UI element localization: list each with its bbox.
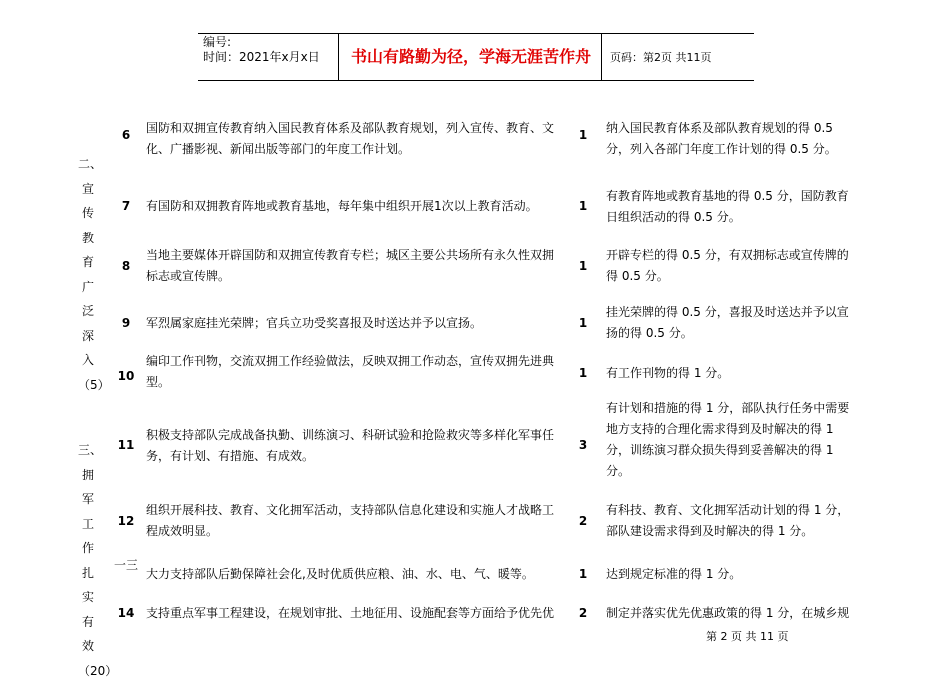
standard-line: 制定并落实优先优惠政策的得 1 分，在城乡规 <box>606 603 849 624</box>
section-char: 深 <box>78 324 98 349</box>
item-content <box>146 425 554 467</box>
section-char: 实 <box>78 585 98 610</box>
section-char: 广 <box>78 275 98 300</box>
item-number: 7 <box>114 199 138 213</box>
item-content <box>146 245 554 287</box>
standard-line: 分，训练演习群众损失得到妥善解决的得 1 <box>606 440 849 461</box>
standard-line: 得 0.5 分。 <box>606 266 849 287</box>
standard-line: 挂光荣牌的得 0.5 分，喜报及时送达并予以宣 <box>606 302 849 323</box>
content-line: 大力支持部队后勤保障社会化,及时优质供应粮、油、水、电、气、暖等。 <box>146 564 534 585</box>
standard-line: 达到规定标准的得 1 分。 <box>606 564 741 585</box>
page-footer: 第 2 页 共 11 页 <box>706 628 788 644</box>
standard-line: 分。 <box>606 461 849 482</box>
section-char: 作 <box>78 536 98 561</box>
header-divider <box>601 34 602 80</box>
header-page-indicator: 页码：第2页 共11页 <box>610 49 712 65</box>
section-char: 育 <box>78 250 98 275</box>
item-content <box>146 118 554 160</box>
standard-line: 有工作刊物的得 1 分。 <box>606 363 729 384</box>
content-line: 军烈属家庭挂光荣牌；官兵立功受奖喜报及时送达并予以宣扬。 <box>146 313 482 334</box>
item-score: 3 <box>576 438 590 452</box>
item-number: 12 <box>114 514 138 528</box>
standard-line: 开辟专栏的得 0.5 分，有双拥标志或宣传牌的 <box>606 245 849 266</box>
item-content <box>146 564 534 585</box>
standard-line: 日组织活动的得 0.5 分。 <box>606 207 849 228</box>
item-standard <box>606 564 741 585</box>
content-line: 国防和双拥宣传教育纳入国民教育体系及部队教育规划，列入宣传、教育、文 <box>146 118 554 139</box>
item-standard <box>606 302 849 344</box>
item-standard <box>606 398 849 482</box>
standard-line: 分，列入各部门年度工作计划的得 0.5 分。 <box>606 139 837 160</box>
section-char: 军 <box>78 487 98 512</box>
item-content <box>146 351 554 393</box>
item-standard <box>606 603 849 624</box>
item-number: 一三 <box>114 556 138 575</box>
section-char: 宣 <box>78 177 98 202</box>
standard-line: 有教育阵地或教育基地的得 0.5 分，国防教育 <box>606 186 849 207</box>
item-number: 9 <box>114 316 138 330</box>
standard-line: 扬的得 0.5 分。 <box>606 323 849 344</box>
item-standard <box>606 118 837 160</box>
standard-line: 纳入国民教育体系及部队教育规划的得 0.5 <box>606 118 837 139</box>
section-char: 扎 <box>78 561 98 586</box>
content-line: 有国防和双拥教育阵地或教育基地，每年集中组织开展1次以上教育活动。 <box>146 196 538 217</box>
content-line: 组织开展科技、教育、文化拥军活动，支持部队信息化建设和实施人才战略工 <box>146 500 554 521</box>
content-line: 务，有计划、有措施、有成效。 <box>146 446 554 467</box>
item-content <box>146 603 554 624</box>
document-date-label: 时间：2021年x月x日 <box>203 50 320 65</box>
item-content <box>146 313 482 334</box>
section-char: 效 <box>78 634 98 659</box>
item-number: 11 <box>114 438 138 452</box>
section-char: 工 <box>78 512 98 537</box>
header-meta <box>203 35 320 65</box>
section-char: 泛 <box>78 299 98 324</box>
item-standard <box>606 363 729 384</box>
item-standard <box>606 245 849 287</box>
section-char: 二、 <box>78 152 98 177</box>
standard-line: 地方支持的合理化需求得到及时解决的得 1 <box>606 419 849 440</box>
section-char: 有 <box>78 610 98 635</box>
standard-line: 部队建设需求得到及时解决的得 1 分。 <box>606 521 849 542</box>
item-standard <box>606 186 849 228</box>
content-line: 编印工作刊物，交流双拥工作经验做法，反映双拥工作动态，宣传双拥先进典 <box>146 351 554 372</box>
item-score: 1 <box>576 567 590 581</box>
content-line: 当地主要媒体开辟国防和双拥宣传教育专栏；城区主要公共场所有永久性双拥 <box>146 245 554 266</box>
item-score: 1 <box>576 366 590 380</box>
section-char: （5） <box>78 373 98 398</box>
item-number: 8 <box>114 259 138 273</box>
item-score: 1 <box>576 128 590 142</box>
item-content <box>146 500 554 542</box>
section-char: （20） <box>78 659 98 683</box>
item-score: 1 <box>576 316 590 330</box>
item-score: 1 <box>576 259 590 273</box>
item-number: 10 <box>114 369 138 383</box>
item-score: 2 <box>576 606 590 620</box>
item-score: 1 <box>576 199 590 213</box>
section-char: 拥 <box>78 463 98 488</box>
document-number-label: 编号: <box>203 35 320 50</box>
section-label-propaganda <box>78 152 98 397</box>
section-char: 教 <box>78 226 98 251</box>
page-header <box>198 33 754 81</box>
item-number: 14 <box>114 606 138 620</box>
item-score: 2 <box>576 514 590 528</box>
header-divider <box>338 34 339 80</box>
item-content <box>146 196 538 217</box>
content-line: 标志或宣传牌。 <box>146 266 554 287</box>
content-line: 积极支持部队完成战备执勤、训练演习、科研试验和抢险救灾等多样化军事任 <box>146 425 554 446</box>
item-standard <box>606 500 849 542</box>
content-line: 支持重点军事工程建设，在规划审批、土地征用、设施配套等方面给予优先优 <box>146 603 554 624</box>
content-line: 化、广播影视、新闻出版等部门的年度工作计划。 <box>146 139 554 160</box>
section-char: 入 <box>78 348 98 373</box>
item-number: 6 <box>114 128 138 142</box>
section-char: 三、 <box>78 438 98 463</box>
content-line: 程成效明显。 <box>146 521 554 542</box>
section-label-army-support <box>78 438 98 683</box>
section-char: 传 <box>78 201 98 226</box>
content-line: 型。 <box>146 372 554 393</box>
standard-line: 有计划和措施的得 1 分，部队执行任务中需要 <box>606 398 849 419</box>
standard-line: 有科技、教育、文化拥军活动计划的得 1 分， <box>606 500 849 521</box>
header-motto: 书山有路勤为径，学海无涯苦作舟 <box>346 44 596 67</box>
